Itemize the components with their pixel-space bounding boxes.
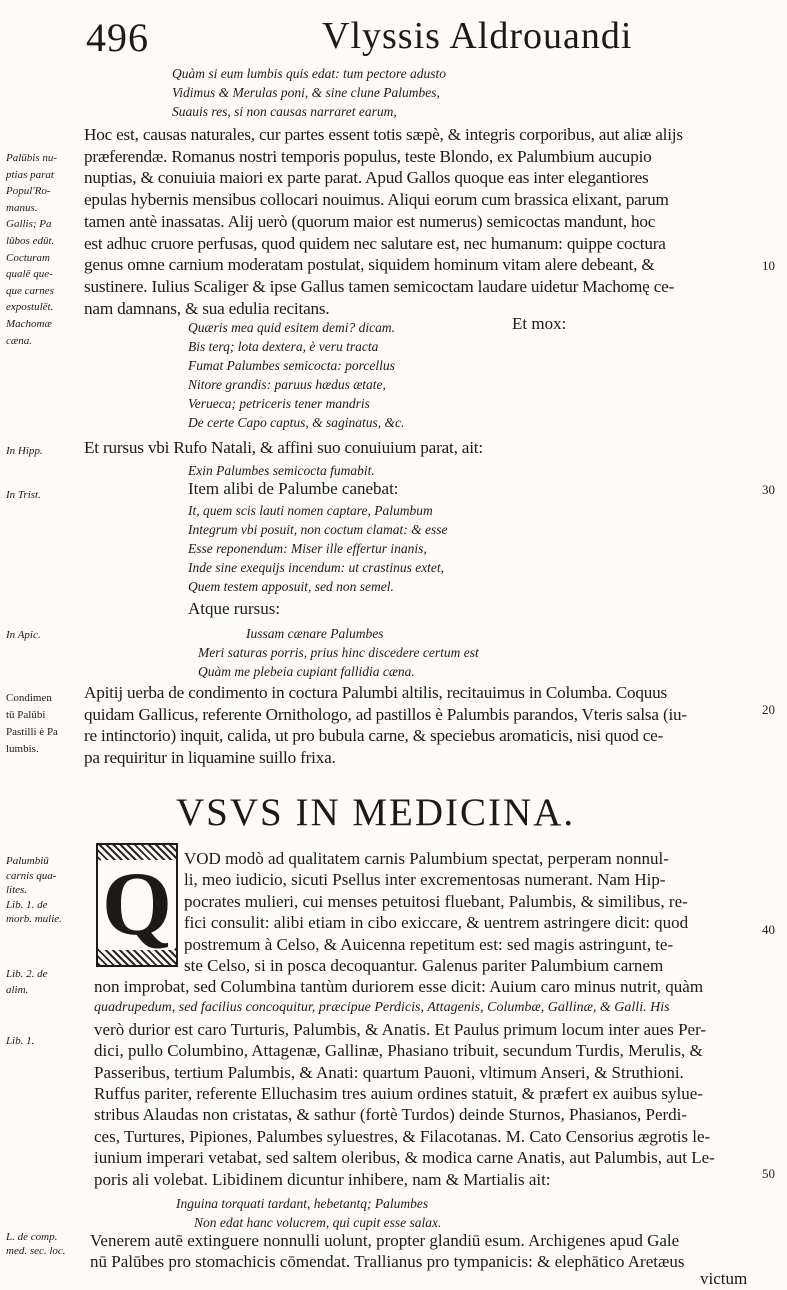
- text-line: est adhuc cruore perfusas, quod quidem nec salutare est, nec humanum: quippe coctura: [84, 233, 666, 253]
- section-heading: VSVS IN MEDICINA.: [176, 791, 576, 834]
- verse-block-2: [188, 318, 404, 432]
- text-line: Ruffus pariter, referente Elluchasim tres auium ordines statuit, & præfert ex auibus sylue-: [94, 1084, 703, 1104]
- paragraph-1: [84, 124, 776, 319]
- text-line: non improbat, sed Columbina tantùm duriorem esse dicit: Auium caro minus nutrit, quàm: [94, 977, 704, 996]
- text-line: tamen antè inassatas. Alij uerò (quorum maior est numerus) semicoctas mandunt, hoc: [84, 211, 656, 231]
- margin-note: L. de comp.: [6, 1231, 58, 1243]
- verse-line: Inguina torquati tardant, hebetantq; Palumbes: [176, 1196, 429, 1211]
- verse-line-3a: Exin Palumbes semicocta fumabit.: [188, 463, 375, 478]
- margin-note: Cocturam: [6, 251, 50, 264]
- verse-line: Fumat Palumbes semicocta: porcellus: [188, 358, 395, 373]
- margin-note: Machomæ: [6, 317, 52, 330]
- page-number: 496: [86, 15, 149, 60]
- verse-line: De certe Capo captus, & saginatus, &c.: [188, 415, 405, 430]
- text-line: verò durior est caro Turturis, Palumbis, & Anatis. Et Paulus primum locum inter aues Per-: [94, 1019, 707, 1039]
- margin-note: Lib. 2. de: [6, 968, 48, 980]
- paragraph-4b: [94, 976, 774, 1190]
- verse-line: Vidimus & Merulas poni, & sine clune Palumbes,: [172, 85, 440, 100]
- verse-block-1: [172, 64, 446, 121]
- margin-note: Lib. 1. de: [6, 898, 48, 911]
- initial-letter: Q: [98, 860, 176, 950]
- item-line: Item alibi de Palumbe canebat:: [188, 479, 399, 498]
- margin-in-hipp: In Hipp.: [6, 445, 43, 457]
- verse-line: Esse reponendum: Miser ille effertur inanis,: [188, 541, 427, 556]
- margin-note: tū Palūbi: [6, 709, 46, 721]
- verse-line: Quàm si eum lumbis quis edat: tum pectore adusto: [172, 66, 446, 81]
- margin-in-trist: In Trist.: [6, 489, 41, 501]
- text-line: ces, Turtures, Pipiones, Palumbes syluestres, & Filacotanas. M. Cato Censorius ægrotis le-: [94, 1126, 711, 1146]
- verse-line: Quàm me plebeia cupiant fallidia cæna.: [198, 664, 415, 679]
- paragraph-4c: [90, 1230, 774, 1273]
- line-number: 50: [762, 1166, 775, 1181]
- catchword: victum: [700, 1269, 748, 1288]
- text-line: Passeribus, tertium Palumbis, & Anati: quartum Pauoni, vltimum Anseri, & Struthioni.: [94, 1062, 684, 1082]
- atque-line: Atque rursus:: [188, 599, 281, 618]
- text-line: pocrates mulieri, cui menses petuitosi fluebant, Palumbis, & similibus, re-: [184, 891, 688, 911]
- text-line: Venerem autē extinguere nonnulli uolunt, propter glandiū esum. Archigenes apud Gale: [90, 1231, 680, 1250]
- verse-line: Iussam cænare Palumbes: [246, 626, 384, 641]
- text-line: quidam Gallicus, referente Ornithologo, ad pastillos è Palumbis parandos, Vteris salsa (iu-: [84, 704, 687, 724]
- verse-line: Bis terq; lota dextera, è veru tracta: [188, 339, 379, 354]
- text-line: nū Palūbes pro stomachicis cōmendat. Trallianus pro tympanicis: & elephātico Aretæus: [90, 1252, 685, 1272]
- line-number: 10: [762, 258, 775, 273]
- text-line: epulas hybernis mensibus collocari nouimus. Aliqui eorum cum brassica elixant, parum: [84, 190, 669, 210]
- text-line: fici consulit: alibi etiam in cibo exiccare, & uentrem astringere dicit: quod: [184, 913, 689, 933]
- margin-notes-1: [6, 150, 88, 349]
- et-mox-label: Et mox:: [512, 314, 567, 333]
- line-number: 40: [762, 922, 775, 937]
- text-line: nuptias, & conuiuia maiori ex parte parat. Apud Gallos quoque eas inter elegantiores: [84, 168, 649, 188]
- margin-note: Palumbiū: [6, 855, 49, 867]
- text-line: poris ali volebat. Libidinem dicuntur inhibere, nam & Martialis ait:: [94, 1169, 551, 1189]
- text-line: dici, pullo Columbino, Attagenæ, Gallinæ, Phasiano tribuit, secundum Turdis, Merulis, &: [94, 1041, 703, 1061]
- paragraph-2: Et rursus vbi Rufo Natali, & affini suo conuiuium parat, ait:: [84, 438, 483, 457]
- text-line: præferendæ. Romanus nostri temporis populus, teste Blondo, ex Palumbium aucupio: [84, 146, 652, 166]
- margin-note: morb. mulie.: [6, 913, 62, 925]
- margin-note: que carnes: [6, 284, 54, 297]
- text-line: genus omne carnium moderatam postulat, siquidem hominum vitam alere debeant, &: [84, 255, 655, 275]
- verse-block-3: [188, 501, 447, 596]
- verse-block-5: [176, 1194, 441, 1232]
- margin-note: qualē que-: [6, 268, 53, 281]
- verse-line: Quæris mea quid esitem demi? dicam.: [188, 320, 395, 335]
- margin-note: Popul'Ro-: [6, 185, 51, 198]
- verse-line: Verueca; petriceris tener mandris: [188, 396, 370, 411]
- text-line: pa requiritur in liquamine suillo frixa.: [84, 748, 336, 768]
- margin-note: Gallis; Pa: [6, 218, 52, 231]
- margin-notes-3: [6, 690, 88, 758]
- verse-line: Inde sine exequijs incendum: ut crastinus extet,: [188, 560, 445, 575]
- margin-note: carnis qua-: [6, 869, 57, 882]
- text-line: li, meo iudicio, sicuti Psellus inter excrementosas numerant. Nam Hip-: [184, 870, 666, 890]
- margin-note: Pastilli è Pa: [6, 726, 58, 738]
- decorated-initial: [96, 843, 178, 967]
- verse-line: Non edat hanc volucrem, qui cupit esse salax.: [194, 1215, 442, 1230]
- verse-line: Nitore grandis: paruus hædus ætate,: [188, 377, 386, 392]
- text-line: nam damnans, & sua edulia recitans.: [84, 298, 330, 318]
- margin-note: expostulēt.: [6, 301, 54, 314]
- line-number: 30: [762, 482, 775, 497]
- verse-block-4: [246, 624, 384, 643]
- text-line: Hoc est, causas naturales, cur partes essent totis sæpè, & integris corporibus, aut aliæ alijs: [84, 125, 683, 144]
- margin-notes-4: [6, 854, 88, 927]
- text-line: re intinctorio) inquit, calida, ut pro bubula carne, & speciebus aromaticis, nisi quod ce-: [84, 726, 664, 746]
- margin-note: lumbis.: [6, 743, 39, 755]
- text-line: ste Celso, si in posca decoquantur. Galenus pariter Palumbium carnem: [184, 956, 664, 976]
- margin-in-apic: In Apic.: [6, 629, 41, 641]
- verse-line: Meri saturas porris, prius hinc discedere certum est: [198, 645, 479, 660]
- verse-line: Quem testem apposuit, sed non semel.: [188, 579, 394, 594]
- margin-note: manus.: [6, 201, 38, 214]
- text-line: stribus Alaudas non cristatas, & sathur (fortè Turdos) deinde Sturnos, Phasianos, Perdi-: [94, 1105, 688, 1125]
- text-line: VOD modò ad qualitatem carnis Palumbium spectat, perperam nonnul-: [184, 849, 669, 868]
- text-line: postremum à Celso, & Auicenna repetitum est: sed magis astringunt, te-: [184, 934, 674, 954]
- margin-note: ptias parat: [6, 168, 54, 181]
- running-head-author: Vlyssis Aldrouandi: [322, 15, 633, 57]
- margin-note: Palūbis nu-: [6, 152, 58, 164]
- margin-notes-4c: [6, 1230, 88, 1258]
- verse-line: Integrum vbi posuit, non coctum clamat: & esse: [188, 522, 448, 537]
- paragraph-3: [84, 682, 776, 769]
- margin-note: lites.: [6, 884, 28, 896]
- text-line: sustinere. Iulius Scaliger & ipse Gallus tamen semicoctam laudare uidetur Machomę ce-: [84, 276, 675, 296]
- margin-note: cæna.: [6, 334, 32, 347]
- margin-notes-4b: [6, 966, 88, 998]
- line-number: 20: [762, 702, 775, 717]
- verse-line: Suauis res, si non causas narraret earum,: [172, 104, 397, 119]
- text-line: iunium imperari vetabat, sed saltem oleribus, & modica carne Anatis, aut Palumbis, aut Le-: [94, 1148, 715, 1168]
- paragraph-4a: [184, 848, 774, 976]
- margin-note: lūbos edūt.: [6, 234, 55, 247]
- margin-note: alim.: [6, 984, 29, 996]
- text-line: quadrupedum, sed facilius concoquitur, præcipue Perdicis, Attagenis, Columbæ, Gallinæ, & Galli. His: [94, 1000, 670, 1016]
- margin-note-lib1: Lib. 1.: [6, 1035, 35, 1047]
- verse-block-4b: [198, 643, 479, 681]
- verse-line: It, quem scis lauti nomen captare, Palumbum: [188, 503, 433, 518]
- margin-note: med. sec. loc.: [6, 1245, 66, 1257]
- margin-note: Condimen: [6, 692, 52, 704]
- text-line: Apitij uerba de condimento in coctura Palumbi altilis, recitauimus in Columba. Coquus: [84, 683, 668, 702]
